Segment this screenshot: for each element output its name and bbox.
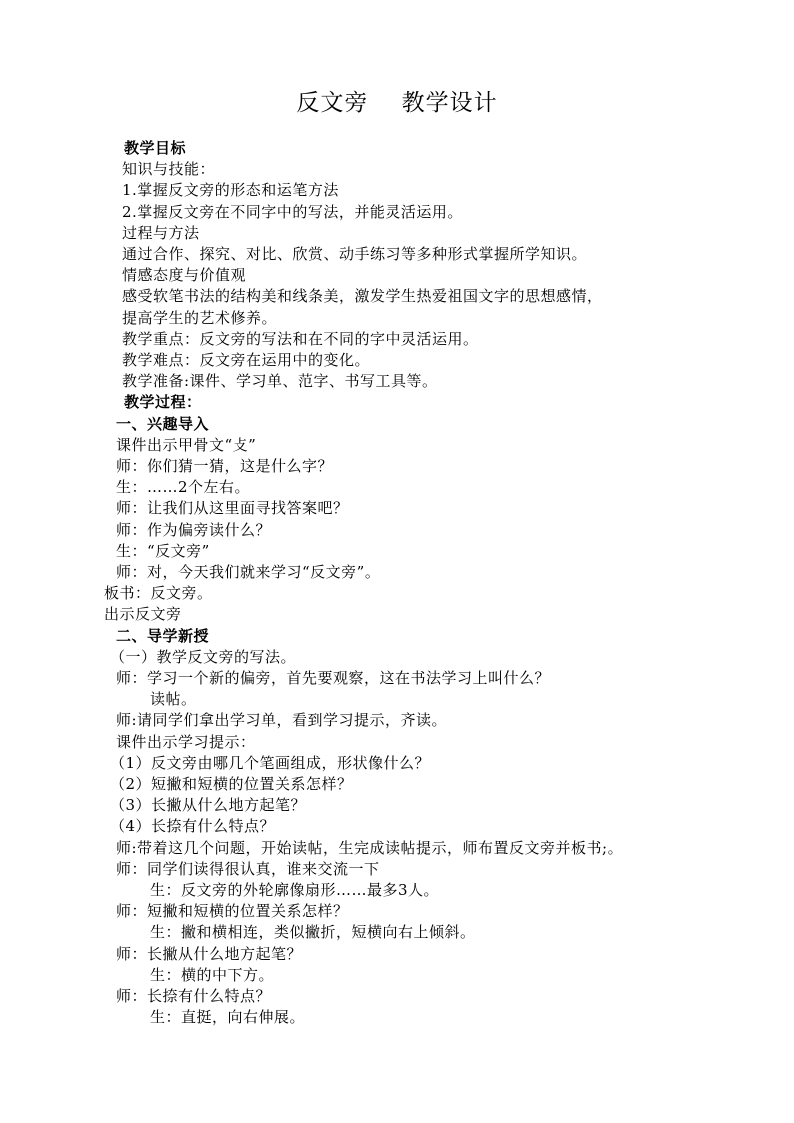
text-line: （4）长捺有什么特点？ [110, 817, 276, 836]
text-line: （1）反文旁由哪几个笔画组成，形状像什么？ [110, 753, 431, 772]
text-line: 课件出示学习提示： [116, 732, 256, 751]
text-line: （2）短撇和短横的位置关系怎样？ [110, 775, 353, 793]
text-line: 师:请同学们拿出学习单，看到学习提示，齐读。 [116, 711, 448, 730]
text-line: （3）长撇从什么地方起笔？ [110, 796, 307, 815]
text-line: 师：短撇和短横的位置关系怎样？ [116, 902, 349, 921]
text-line: 师：作为偏旁读什么？ [116, 520, 272, 539]
text-line: 生：直挺，向右伸展。 [150, 1008, 306, 1027]
text-line: 师：同学们读得很认真，谁来交流一下 [116, 859, 380, 878]
text-line: 教学重点：反文旁的写法和在不同的字中灵活运用。 [122, 329, 479, 348]
text-line: 感受软笔书法的结构美和线条美，激发学生热爱祖国文字的思想感情， [122, 287, 603, 306]
text-line: 课件出示甲骨文“攴” [116, 435, 257, 454]
text-line: 师：学习一个新的偏旁，首先要观察，这在书法学习上叫什么？ [116, 669, 551, 687]
text-line: 1.掌握反文旁的形态和运笔方法 [122, 181, 339, 200]
text-line: 过程与方法 [122, 223, 200, 242]
text-line: 通过合作、探究、对比、欣赏、动手练习等多种形式掌握所学知识。 [122, 245, 588, 263]
text-line: 师：让我们从这里面寻找答案吧？ [116, 499, 349, 518]
text-line: 生：……2个左右。 [116, 478, 251, 497]
text-line: 师:带着这几个问题，开始读帖，生完成读帖提示，师布置反文旁并板书;。 [116, 838, 624, 857]
section-heading: 教学过程： [124, 393, 202, 412]
text-line: 生：撇和横相连，类似撇折，短横向右上倾斜。 [150, 923, 476, 942]
text-line: 教学难点：反文旁在运用中的变化。 [122, 351, 371, 369]
text-line: 师：长捺有什么特点？ [116, 987, 272, 1005]
text-line: （一）教学反文旁的写法。 [110, 647, 297, 666]
text-line: 知识与技能： [122, 160, 216, 179]
text-line: 情感态度与价值观 [122, 266, 247, 285]
text-line: 教学准备:课件、学习单、范字、书写工具等。 [122, 372, 438, 391]
text-line: 生：横的中下方。 [150, 965, 275, 984]
section-heading: 二、导学新授 [116, 626, 210, 645]
text-line: 师：对，今天我们就来学习“反文旁”。 [116, 563, 381, 581]
section-heading: 一、兴趣导入 [116, 414, 210, 433]
text-line: 生：“反文旁” [116, 541, 210, 560]
page-title: 反文旁 教学设计 [296, 90, 498, 116]
text-line: 提高学生的艺术修养。 [122, 308, 278, 327]
text-line: 读帖。 [150, 690, 197, 709]
text-line: 师：你们猜一猜，这是什么字？ [116, 457, 334, 475]
text-line: 出示反文旁 [104, 605, 182, 624]
section-heading: 教学目标 [124, 139, 187, 157]
text-line: 板书：反文旁。 [104, 584, 213, 603]
text-line: 师：长撇从什么地方起笔？ [116, 944, 303, 963]
text-line: 2.掌握反文旁在不同字中的写法，并能灵活运用。 [122, 202, 463, 221]
text-line: 生：反文旁的外轮廓像扇形……最多3人。 [150, 881, 440, 899]
